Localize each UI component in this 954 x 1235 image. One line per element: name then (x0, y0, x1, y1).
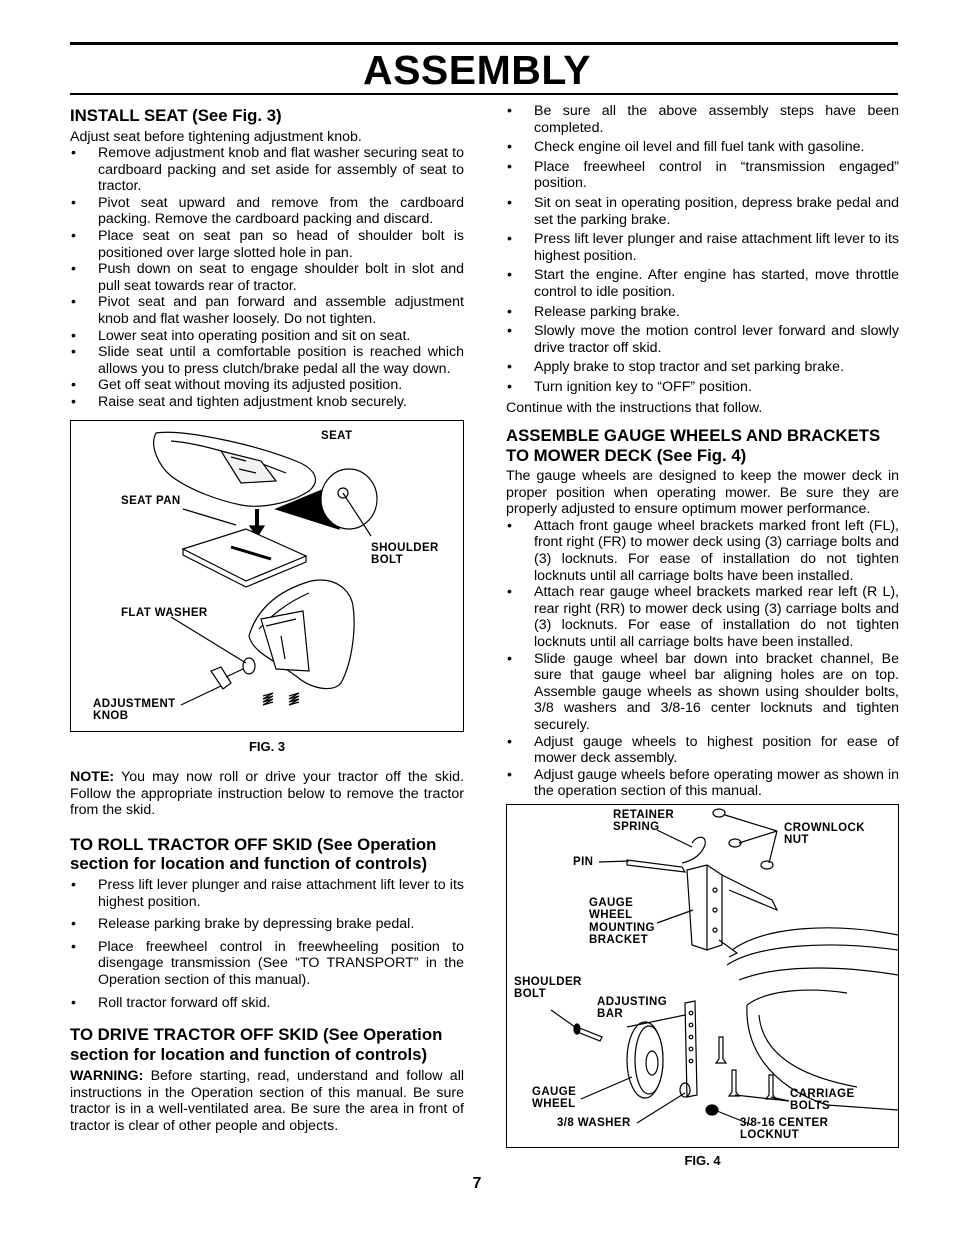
list-item: • Attach rear gauge wheel brackets marked rear left (R L), rear right (RR) to mower deck using (3) carriage bolts and (3) locknuts. For ease of installation do not tighten locknuts until all carriage bolts have been installed. (507, 584, 899, 651)
skid-note: NOTE: You may now roll or drive your tractor off the skid. Follow the appropriate instruction below to remove the tractor from the skid. (70, 769, 464, 819)
label-shoulder-bolt: SHOULDER BOLT (371, 541, 439, 567)
list-item: • Press lift lever plunger and raise attachment lift lever to its highest position. (71, 876, 464, 910)
label-gauge-wheel-mounting-bracket: GAUGE WHEEL MOUNTING BRACKET (589, 896, 655, 947)
list-item: • Pivot seat upward and remove from the cardboard packing. Remove the cardboard packing and discard. (71, 194, 464, 228)
figure-4-caption: FIG. 4 (684, 1152, 721, 1168)
roll-off-heading: TO ROLL TRACTOR OFF SKID (See Operation section for location and function of controls) (70, 834, 437, 874)
install-seat-list (70, 145, 464, 411)
list-item: • Turn ignition key to “OFF” position. (507, 378, 752, 395)
label-washer: 3/8 WASHER (557, 1116, 631, 1129)
list-item: • Remove adjustment knob and flat washer securing seat to cardboard packing and set aside for assembly of seat to tractor. (71, 145, 464, 195)
label-flat-washer: FLAT WASHER (121, 606, 208, 619)
list-item: • Slide seat until a comfortable position is reached which allows you to press clutch/brake pedal all the way down. (71, 344, 464, 377)
list-item: • Lower seat into operating position and sit on seat. (71, 327, 411, 344)
gauge-intro: The gauge wheels are designed to keep the mower deck in proper position when operating mower. Be sure they are properly adjusted to ensure optimum mower performance. (506, 468, 899, 518)
continue-text: Continue with the instructions that follow. (506, 399, 763, 416)
roll-off-list (70, 877, 464, 1011)
list-item: • Start the engine. After engine has started, move throttle control to idle position. (507, 267, 899, 300)
label-carriage-bolts: CARRIAGE BOLTS (790, 1087, 855, 1113)
list-item: • Get off seat without moving its adjusted position. (71, 377, 403, 394)
label-pin: PIN (573, 855, 594, 868)
list-item: • Release parking brake. (507, 303, 680, 320)
gauge-list (506, 518, 899, 800)
label-adjustment-knob: ADJUSTMENT KNOB (93, 697, 176, 723)
figure-3-caption: FIG. 3 (248, 738, 286, 754)
list-item: • Attach front gauge wheel brackets marked front left (FL), front right (FR) to mower deck using (3) carriage bolts and (3) locknuts. For ease of installation do not tighten locknuts until all carriage bolts have been installed. (507, 517, 899, 584)
title-underline (70, 93, 898, 95)
list-item: • Roll tractor forward off skid. (71, 994, 271, 1011)
label-retainer-spring: RETAINER SPRING (613, 808, 675, 834)
list-item: • Pivot seat and pan forward and assemble adjustment knob and flat washer loosely. Do not tighten. (71, 294, 464, 328)
install-seat-intro: Adjust seat before tightening adjustment knob. (70, 128, 362, 145)
label-crownlock-nut: CROWNLOCK NUT (784, 821, 865, 847)
list-item: • Place freewheel control in freewheeling position to disengage transmission (See “TO TRANSPORT” in the Operation section of this manual). (71, 938, 464, 988)
label-gauge-wheel: GAUGE WHEEL (532, 1085, 577, 1111)
page-number: 7 (472, 1175, 482, 1192)
label-shoulder-bolt: SHOULDER BOLT (514, 975, 582, 1001)
list-item: • Raise seat and tighten adjustment knob securely. (71, 394, 407, 410)
list-item: • Be sure all the above assembly steps have been completed. (507, 103, 899, 136)
drive-off-steps (506, 103, 899, 396)
list-item: • Slowly move the motion control lever forward and slowly drive tractor off skid. (507, 323, 899, 356)
list-item: • Press lift lever plunger and raise attachment lift lever to its highest position. (507, 231, 899, 264)
label-adjusting-bar: ADJUSTING BAR (597, 995, 668, 1021)
top-rule (70, 42, 898, 45)
list-item: • Apply brake to stop tractor and set parking brake. (507, 359, 844, 376)
gauge-heading: ASSEMBLE GAUGE WHEELS AND BRACKETS TO MOWER DECK (See Fig. 4) (506, 426, 881, 465)
label-center-locknut: 3/8-16 CENTER LOCKNUT (740, 1116, 829, 1142)
figure-4 (506, 804, 899, 1148)
list-item: • Push down on seat to engage shoulder bolt in slot and pull seat towards rear of tractor. (71, 261, 464, 294)
list-item: • Release parking brake by depressing brake pedal. (71, 916, 415, 933)
label-seat-pan: SEAT PAN (121, 494, 181, 507)
list-item: • Place freewheel control in “transmission engaged” position. (507, 158, 899, 192)
right-column (506, 103, 899, 1170)
list-item: • Adjust gauge wheels to highest position for ease of mower deck assembly. (507, 733, 899, 767)
seat-assembly-illustration (71, 421, 463, 731)
drive-off-warning: WARNING: Before starting, read, understand and follow all instructions in the Operation section of this manual. Be sure tractor is in a well-ventilated area. Be sure the area in front of tractor is clear of other people and objects. (70, 1068, 464, 1134)
install-seat-heading: INSTALL SEAT (See Fig. 3) (70, 106, 282, 125)
list-item: • Sit on seat in operating position, depress brake pedal and set the parking brake. (507, 194, 899, 228)
list-item: • Check engine oil level and fill fuel tank with gasoline. (507, 139, 865, 156)
list-item: • Place seat on seat pan so head of shoulder bolt is positioned over large slotted hole in pan. (71, 228, 464, 261)
list-item: • Adjust gauge wheels before operating mower as shown in the operation section of this manual. (507, 766, 899, 800)
list-item: • Slide gauge wheel bar down into bracket channel, Be sure that gauge wheel bar aligning holes are on top. Assemble gauge wheels as shown using shoulder bolts, 3/8 washers and 3/8-16 center locknuts and tighten securely. (507, 650, 899, 733)
left-column (70, 106, 464, 1135)
label-seat: SEAT (321, 429, 353, 442)
drive-off-heading: TO DRIVE TRACTOR OFF SKID (See Operation section for location and function of controls) (70, 1025, 443, 1064)
page-title: ASSEMBLY (362, 47, 592, 93)
figure-3 (70, 420, 464, 732)
